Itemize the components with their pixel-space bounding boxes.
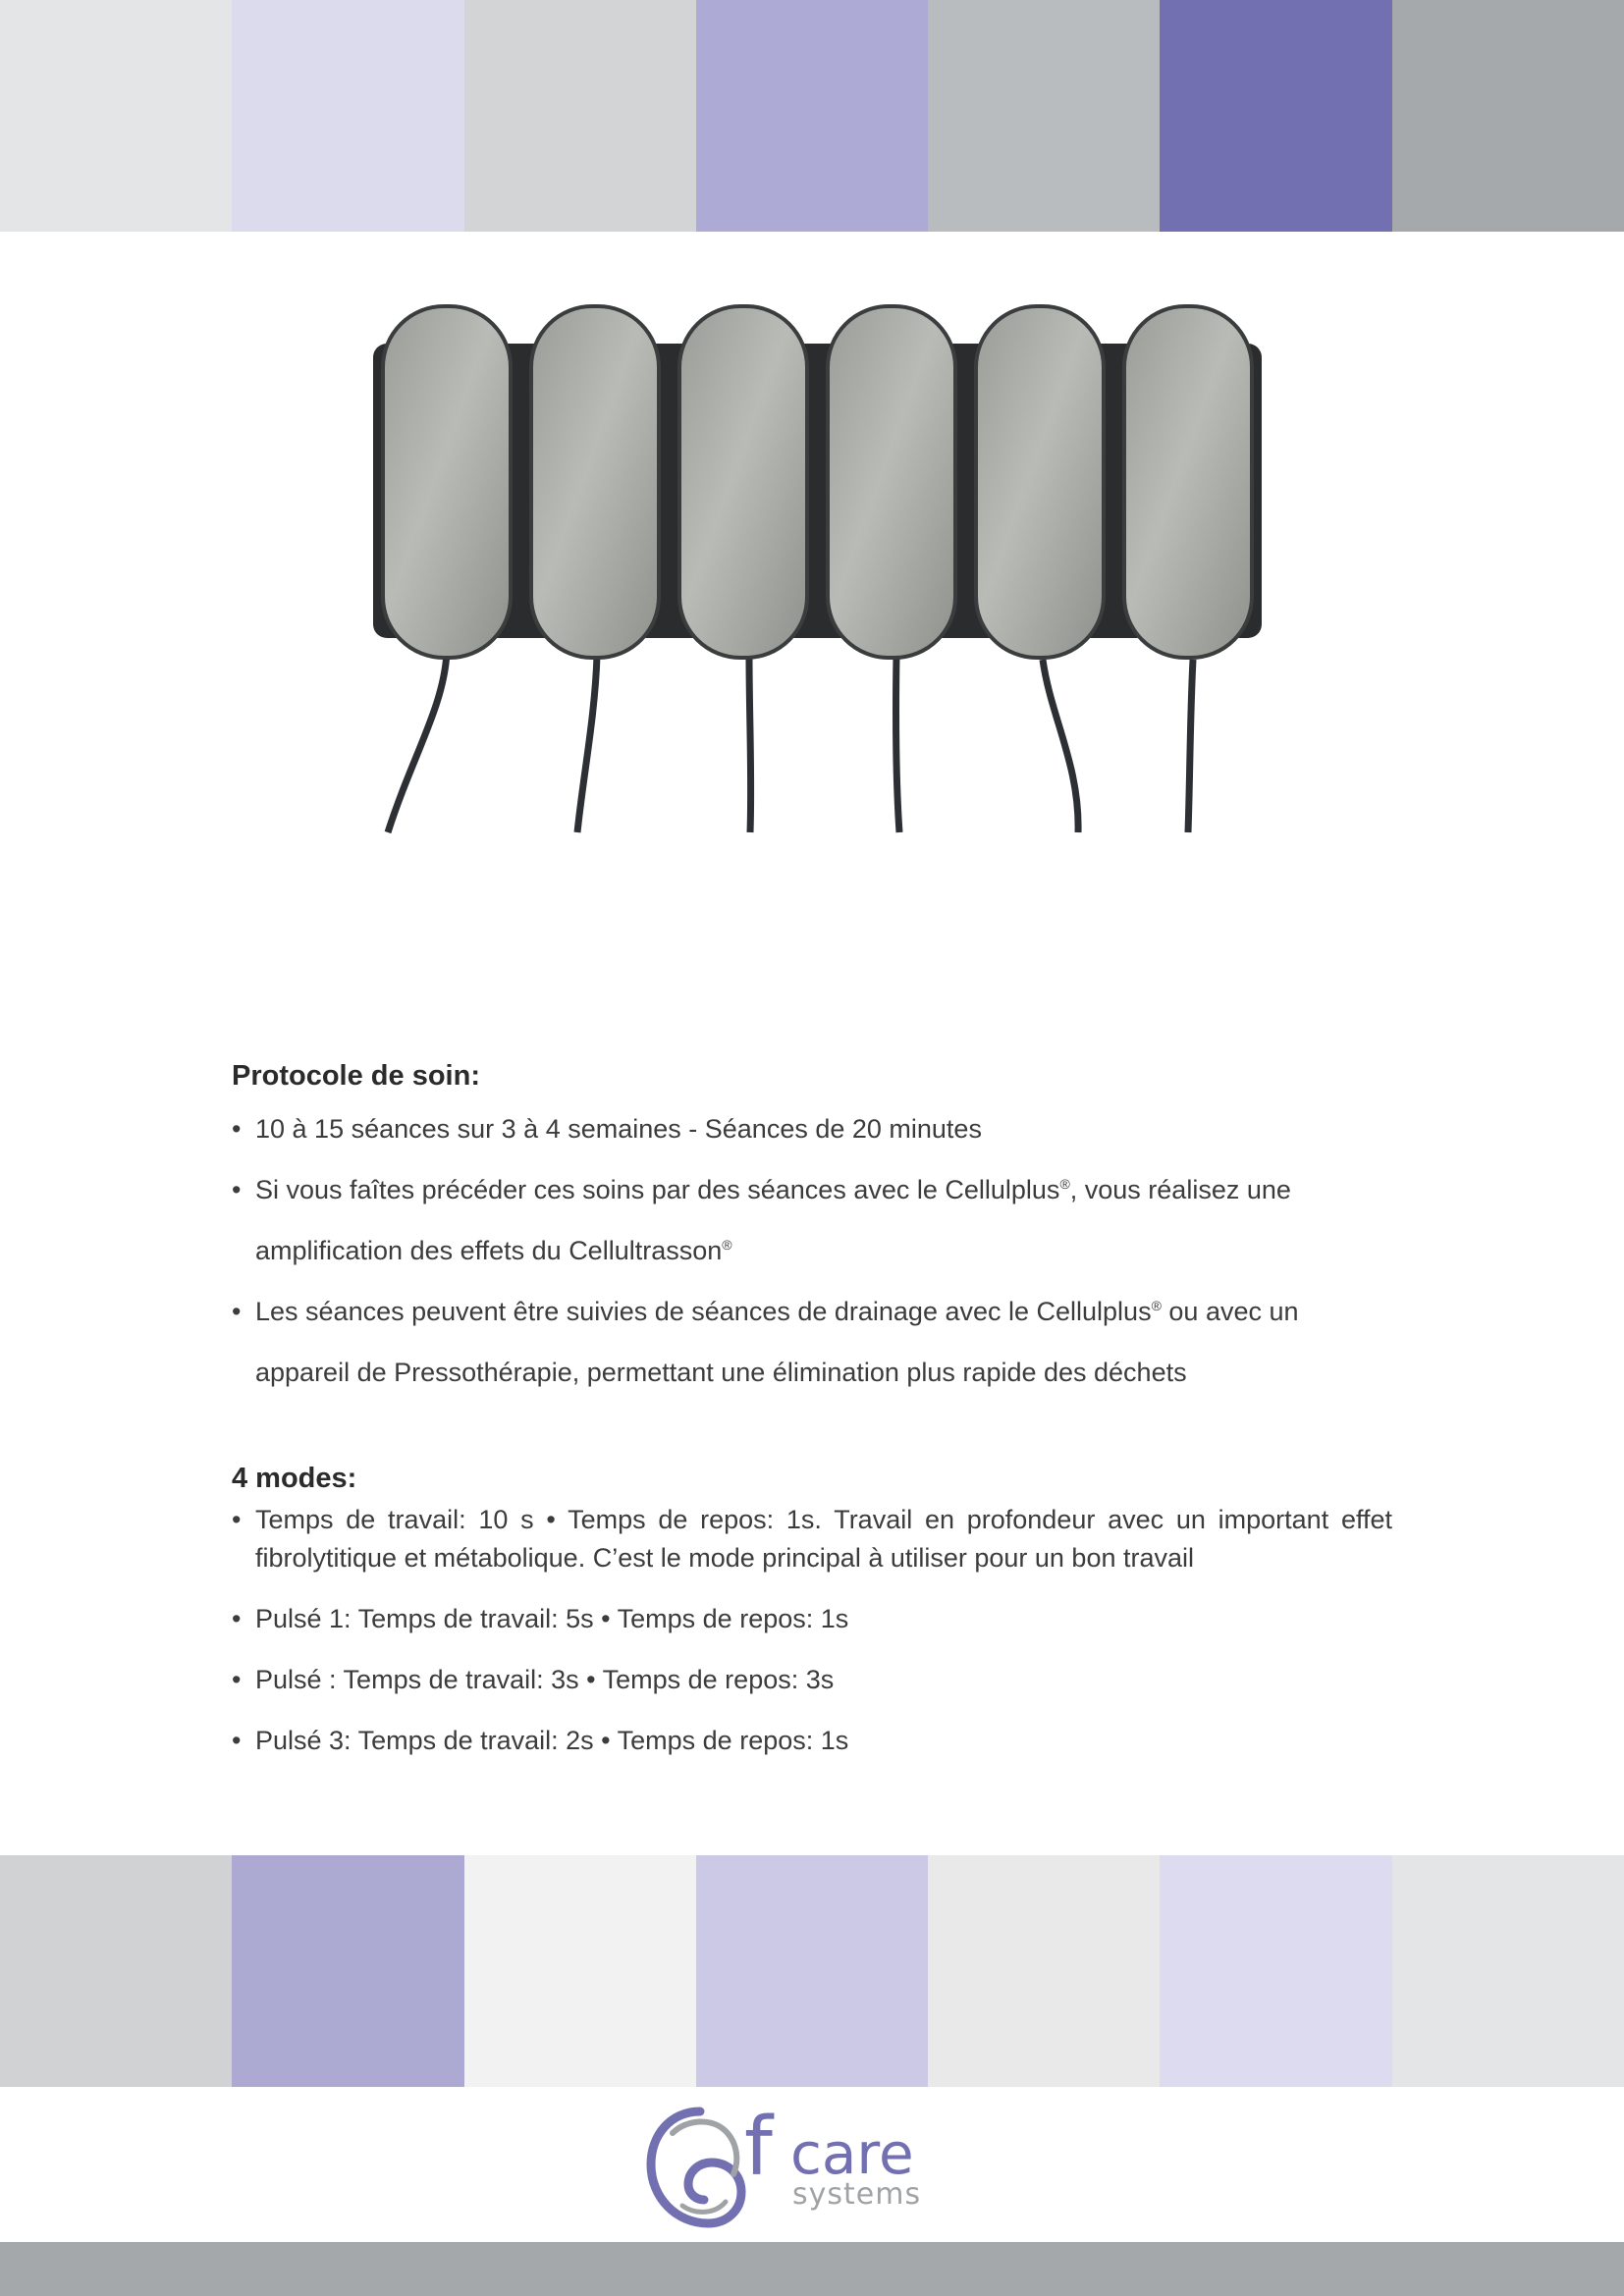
mode-item-4: • Pulsé 3: Temps de travail: 2s • Temps de repos: 1s: [232, 1722, 1392, 1760]
electrode-pad: [531, 306, 659, 658]
top-band-swatch-1: [0, 0, 232, 232]
protocol-section: [232, 1060, 1392, 1403]
footer-bar: [0, 2242, 1624, 2296]
mode-item-2: • Pulsé 1: Temps de travail: 5s • Temps de repos: 1s: [232, 1600, 1392, 1638]
pad-cable: [577, 656, 597, 832]
bottom-band-swatch-3: [464, 1855, 696, 2087]
modes-title: 4 modes:: [232, 1463, 357, 1494]
protocol-item-2-text-c: amplification des effets du Cellultrasson: [255, 1236, 723, 1265]
bottom-band-swatch-2: [232, 1855, 463, 2087]
bottom-band-swatch-7: [1392, 1855, 1624, 2087]
bottom-color-band: [0, 1855, 1624, 2087]
pad-cable: [1188, 660, 1193, 832]
protocol-title: Protocole de soin:: [232, 1060, 480, 1092]
protocol-item-1: [232, 1098, 1392, 1159]
fcare-systems-logo: [643, 2101, 977, 2231]
top-band-swatch-2: [232, 0, 463, 232]
protocol-item-2: [232, 1159, 1392, 1281]
logo-word-systems: systems: [792, 2177, 922, 2212]
pad-cable: [1043, 660, 1078, 832]
modes-list: [232, 1501, 1392, 1760]
bottom-band-swatch-4: [696, 1855, 928, 2087]
electrode-pad: [1124, 306, 1252, 658]
protocol-list: [232, 1098, 1392, 1403]
registered-mark: ®: [722, 1237, 732, 1253]
spiral-logo-icon: [643, 2104, 751, 2231]
electrode-pad: [679, 306, 807, 658]
top-color-band: [0, 0, 1624, 232]
electrode-pads-image: [373, 294, 1276, 844]
logo-letter-f: f: [744, 2101, 773, 2194]
top-band-swatch-6: [1160, 0, 1391, 232]
protocol-item-3-text-a: Les séances peuvent être suivies de séances de drainage avec le Cellulplus: [255, 1297, 1152, 1326]
bottom-band-swatch-5: [928, 1855, 1160, 2087]
bottom-band-swatch-1: [0, 1855, 232, 2087]
logo-word-care: care: [790, 2120, 914, 2187]
protocol-item-1-text: 10 à 15 séances sur 3 à 4 semaines - Séances de 20 minutes: [255, 1114, 982, 1144]
top-band-swatch-3: [464, 0, 696, 232]
protocol-item-3-text-c: appareil de Pressothérapie, permettant une élimination plus rapide des déchets: [255, 1358, 1187, 1387]
protocol-item-3: [232, 1281, 1392, 1403]
electrode-pad: [828, 306, 955, 658]
top-band-swatch-4: [696, 0, 928, 232]
mode-item-1: • Temps de travail: 10 s • Temps de repos: 1s. Travail en profondeur avec un important effet fibrolytitique et métabolique. C’est le mode principal à utiliser pour un bon travail: [232, 1501, 1392, 1577]
electrode-pad: [383, 306, 511, 658]
modes-section: [232, 1463, 1392, 1783]
pad-cable: [895, 656, 899, 832]
protocol-item-2-text-a: Si vous faîtes précéder ces soins par des séances avec le Cellulplus: [255, 1175, 1060, 1204]
top-band-swatch-7: [1392, 0, 1624, 232]
top-band-swatch-5: [928, 0, 1160, 232]
registered-mark: ®: [1151, 1298, 1162, 1313]
protocol-item-2-text-b: , vous réalisez une: [1069, 1175, 1291, 1204]
bottom-band-swatch-6: [1160, 1855, 1391, 2087]
pad-cable: [749, 656, 751, 832]
registered-mark: ®: [1059, 1176, 1070, 1192]
mode-item-3: • Pulsé : Temps de travail: 3s • Temps de repos: 3s: [232, 1661, 1392, 1699]
protocol-item-3-text-b: ou avec un: [1161, 1297, 1299, 1326]
pad-cable: [388, 653, 447, 832]
electrode-pad: [976, 306, 1104, 658]
